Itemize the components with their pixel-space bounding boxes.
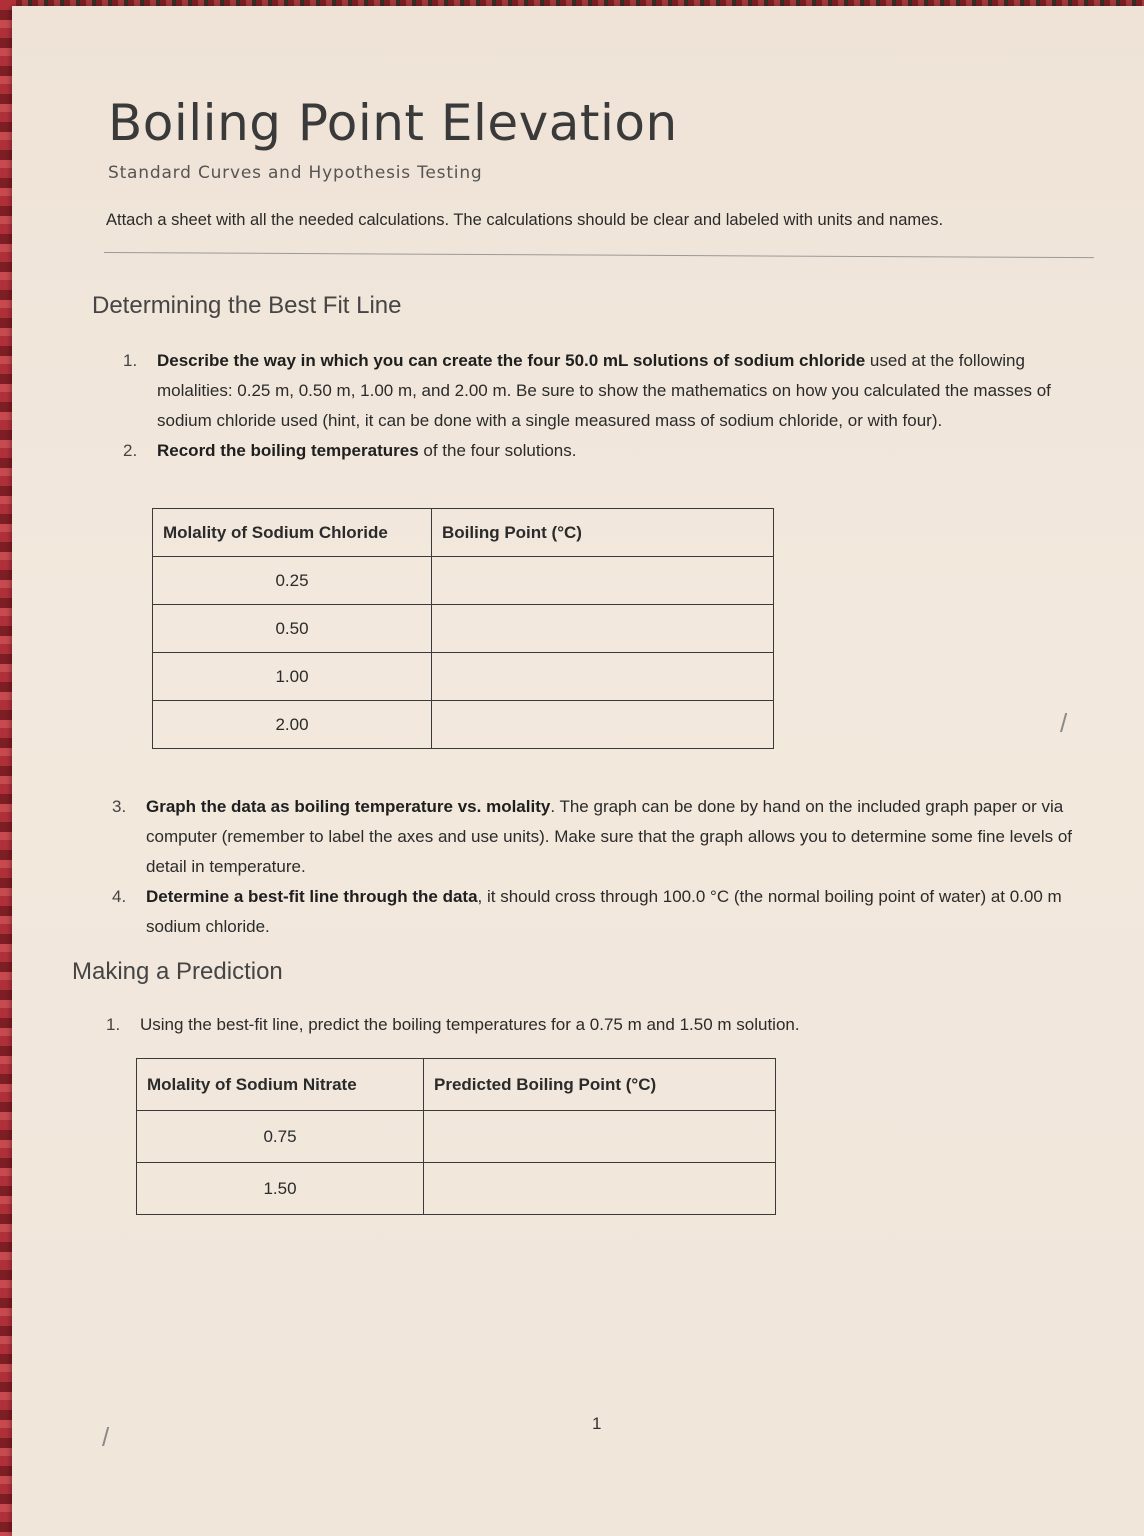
boiling-point-table — [152, 508, 774, 749]
best-fit-list-a — [123, 346, 1087, 466]
list-item — [112, 882, 1086, 942]
table-header-row — [153, 509, 774, 557]
item-text: , it should cross through 100.0 °C (the normal boiling point of water) at 0.00 m sodium chloride. — [146, 887, 1062, 936]
table-header-row — [137, 1059, 776, 1111]
divider — [104, 252, 1094, 258]
item-bold-text: Graph the data as boiling temperature vs. molality — [146, 797, 551, 816]
boiling-point-cell[interactable] — [432, 653, 774, 701]
prediction-list — [106, 1010, 1080, 1040]
item-text: Using the best-fit line, predict the boiling temperatures for a 0.75 m and 1.50 m solution. — [140, 1015, 800, 1034]
column-header: Molality of Sodium Chloride — [153, 509, 432, 557]
section-heading-prediction: Making a Prediction — [72, 958, 283, 985]
page-subtitle: Standard Curves and Hypothesis Testing — [108, 163, 483, 183]
table-row — [153, 557, 774, 605]
item-bold-text: Record the boiling temperatures — [157, 441, 419, 460]
table-row — [137, 1163, 776, 1215]
molality-cell: 1.00 — [153, 653, 432, 701]
table-row — [153, 653, 774, 701]
item-bold-text: Describe the way in which you can create the four 50.0 mL solutions of sodium chloride — [157, 351, 866, 370]
pencil-check-mark: / — [1060, 708, 1068, 738]
molality-cell: 0.50 — [153, 605, 432, 653]
boiling-point-cell[interactable] — [432, 605, 774, 653]
item-number: 3. — [112, 797, 127, 816]
table-row — [137, 1111, 776, 1163]
pencil-check-mark: / — [102, 1422, 110, 1452]
molality-cell: 1.50 — [137, 1163, 424, 1215]
item-text: . The graph can be done by hand on the included graph paper or via computer (remember to label the axes and use units). Make sure that the graph allows you to determine some fine levels of detail in temperature. — [146, 797, 1073, 876]
item-number: 2. — [123, 441, 138, 460]
molality-cell: 0.25 — [153, 557, 432, 605]
molality-cell: 0.75 — [137, 1111, 424, 1163]
column-header: Boiling Point (°C) — [432, 509, 774, 557]
boiling-point-cell[interactable] — [432, 701, 774, 749]
section-heading-best-fit: Determining the Best Fit Line — [92, 292, 402, 319]
item-text: used at the following molalities: 0.25 m, 0.50 m, 1.00 m, and 2.00 m. Be sure to show the mathematics on how you calculated the masses of sodium chloride used (hint, it can be done with a single measured mass of sodium chloride, or with four). — [157, 351, 1051, 430]
worksheet-page — [12, 6, 1144, 1536]
list-item — [112, 792, 1086, 882]
predicted-boiling-point-cell[interactable] — [424, 1111, 776, 1163]
column-header: Molality of Sodium Nitrate — [137, 1059, 424, 1111]
list-item — [123, 346, 1087, 436]
column-header: Predicted Boiling Point (°C) — [424, 1059, 776, 1111]
item-number: 4. — [112, 887, 127, 906]
page-title: Boiling Point Elevation — [108, 94, 678, 152]
table-row — [153, 605, 774, 653]
best-fit-list-b — [112, 792, 1086, 942]
item-number: 1. — [123, 351, 138, 370]
item-bold-text: Determine a best-fit line through the data — [146, 887, 478, 906]
prediction-table — [136, 1058, 776, 1215]
table-row — [153, 701, 774, 749]
list-item — [106, 1010, 1080, 1040]
molality-cell: 2.00 — [153, 701, 432, 749]
item-text: of the four solutions. — [418, 441, 577, 460]
list-item — [123, 436, 1087, 466]
page-number: 1 — [592, 1414, 602, 1433]
boiling-point-cell[interactable] — [432, 557, 774, 605]
instruction-text: Attach a sheet with all the needed calculations. The calculations should be clear and labeled with units and names. — [106, 211, 944, 229]
item-number: 1. — [106, 1015, 121, 1034]
predicted-boiling-point-cell[interactable] — [424, 1163, 776, 1215]
